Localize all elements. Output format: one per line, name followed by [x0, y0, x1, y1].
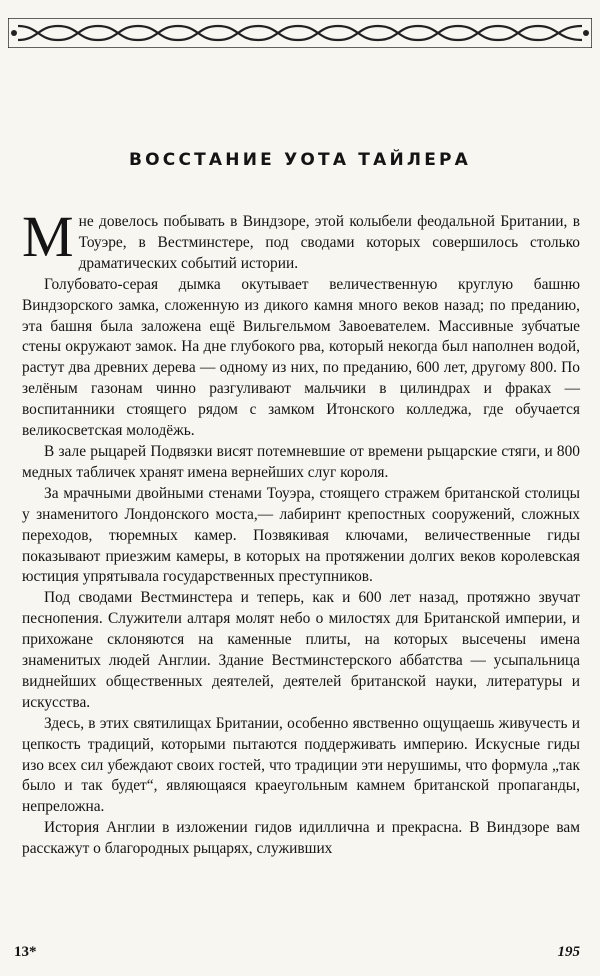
paragraph: Под сводами Вестминстера и теперь, как и 600 лет назад, протяжно звучат песнопения. Служители алтаря молят небо о милостях для Британской империи, и прихожане склоняются на каменные плиты, на которых высечены имена знаменитых людей Англии. Здание Вестминстерского аббатства — усыпальница виднейших общественных деятелей, деятелей британской науки, литературы и искусства. [22, 589, 580, 711]
page-number: 195 [557, 944, 580, 960]
paragraph: Здесь, в этих святилищах Британии, особенно явственно ощущаешь живучесть и цепкость традиций, которыми пытаются поддерживать империю. Искусные гиды изо всех сил убеждают своих гостей, что традиции эти нерушимы, что формула „так было и так будет“, являющаяся краеугольным камнем британской пропаганды, непреложна. [22, 714, 580, 816]
body-text [22, 204, 580, 860]
paragraph: Голубовато-серая дымка окутывает величественную круглую башню Виндзорского замка, сложенную из дикого камня много веков назад; по преданию, эта башня была заложена ещё Вильгельмом Завоевателем. Массивные зубчатые стены окружают замок. На дне глубокого рва, который некогда был наполнен водой, растут два древних дерева — одному из них, по преданию, 600 лет, другому 800. По зелёным газонам чинно разгуливают мальчики в цилиндрах и фраках — воспитанники стоящего рядом с замком Итонского колледжа, где обучается великосветская молодёжь. [22, 275, 580, 440]
drop-cap: М [22, 204, 74, 269]
chapter-title: ВОССТАНИЕ УОТА ТАЙЛЕРА [128, 150, 472, 170]
decorative-border-ornament [8, 18, 592, 48]
paragraph [22, 204, 580, 275]
paragraph-text: не довелось побывать в Виндзоре, этой колыбели феодальной Британии, в Тоуэре, в Вестминстере, под сводами которых совершилось столько драматических событий истории. [78, 213, 580, 272]
signature-mark: 13* [14, 944, 37, 960]
paragraph: В зале рыцарей Подвязки висят потемневшие от времени рыцарские стяги, и 800 медных табличек хранят имена вернейших слуг короля. [22, 442, 580, 481]
paragraph: За мрачными двойными стенами Тоуэра, стоящего стражем британской столицы у знаменитого Лондонского моста,— лабиринт крепостных сооружений, сложных переходов, тюремных камер. Позвякивая ключами, величественные гиды показывают приезжим камеры, в которых на протяжении долгих веков королевская юстиция упрятывала государственных преступников. [22, 484, 580, 586]
paragraph: История Англии в изложении гидов идиллична и прекрасна. В Виндзоре вам расскажут о благородных рыцарях, служивших [22, 819, 580, 858]
page-footer [14, 944, 580, 961]
